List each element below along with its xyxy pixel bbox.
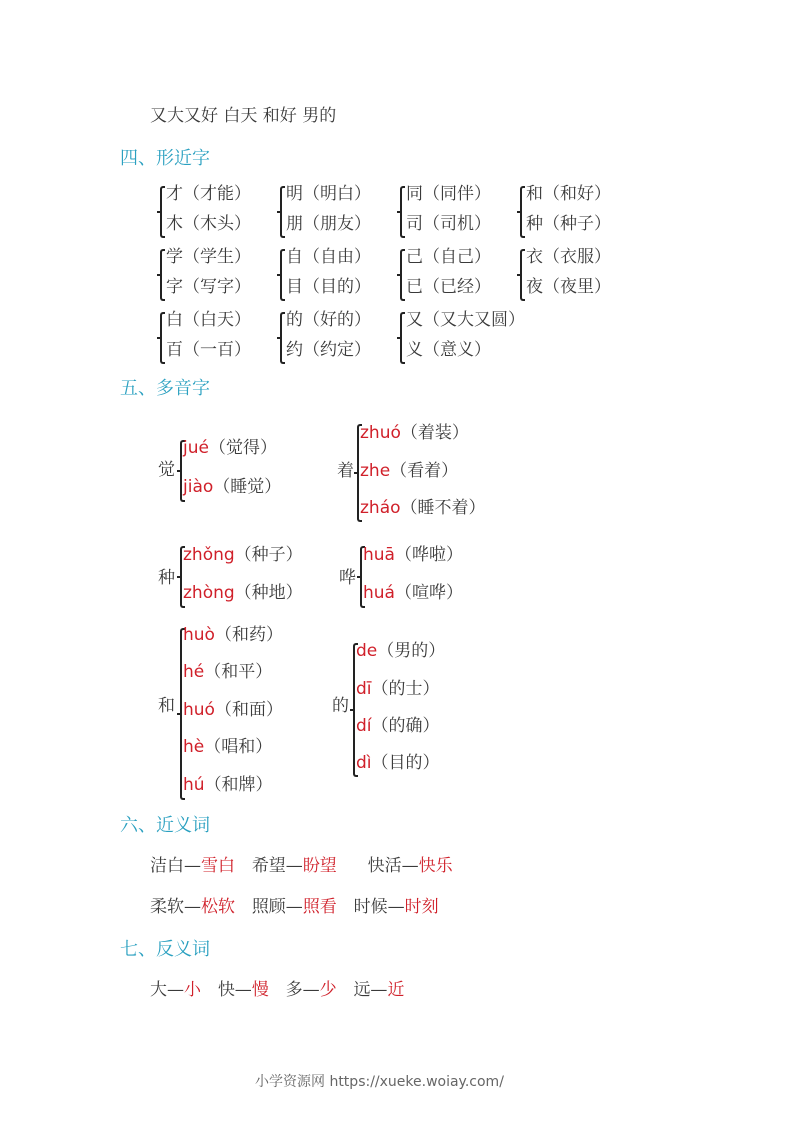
example-word: （的士） bbox=[371, 679, 440, 699]
example-word: （看着） bbox=[390, 461, 459, 481]
synonym-answer: 照看 bbox=[302, 897, 337, 917]
reading bbox=[183, 477, 281, 497]
example-word: （男的） bbox=[377, 641, 446, 661]
group-line-a: 学（学生） bbox=[166, 247, 251, 267]
synonym-answer: 雪白 bbox=[201, 856, 235, 876]
section-4-title: 四、形近字 bbox=[120, 148, 210, 169]
polyphone-char: 种 bbox=[158, 568, 175, 588]
example-word: （种地） bbox=[234, 583, 303, 603]
synonym-word: 照顾— bbox=[251, 897, 303, 917]
example-word: （觉得） bbox=[208, 438, 277, 458]
brace-icon bbox=[280, 312, 285, 364]
example-word: （睡不着） bbox=[400, 498, 486, 518]
antonym-word: 大— bbox=[150, 980, 184, 1000]
pinyin: hé bbox=[183, 662, 205, 682]
group-line-b: 司（司机） bbox=[406, 214, 491, 234]
example-word: （的确） bbox=[371, 716, 440, 736]
synonym-word: 时候— bbox=[353, 897, 405, 917]
pinyin: zhe bbox=[360, 461, 391, 481]
pinyin: huó bbox=[183, 700, 215, 720]
group-line-b: 种（种子） bbox=[526, 214, 611, 234]
polyphone-char: 觉 bbox=[158, 460, 175, 480]
pinyin: huā bbox=[363, 545, 395, 565]
group-line-b: 夜（夜里） bbox=[526, 277, 611, 297]
group-line-a: 自（自由） bbox=[286, 247, 371, 267]
pinyin: huò bbox=[183, 625, 215, 645]
group-line-a: 明（明白） bbox=[286, 184, 371, 204]
pinyin: dí bbox=[356, 716, 372, 736]
synonym-answer: 盼望 bbox=[302, 856, 337, 876]
brace-icon bbox=[160, 186, 165, 238]
reading bbox=[183, 662, 272, 682]
group-line-b: 约（约定） bbox=[286, 340, 371, 360]
antonym-answer: 近 bbox=[387, 980, 405, 1000]
reading bbox=[356, 753, 440, 773]
reading bbox=[183, 545, 303, 565]
group-line-a: 的（好的） bbox=[286, 310, 371, 330]
pinyin: huá bbox=[363, 583, 395, 603]
section-6-title: 六、近义词 bbox=[120, 815, 210, 836]
group-line-b: 百（一百） bbox=[166, 340, 251, 360]
example-word: （和药） bbox=[214, 625, 283, 645]
group-line-a: 白（白天） bbox=[166, 310, 251, 330]
reading bbox=[183, 737, 272, 757]
group-line-b: 木（木头） bbox=[166, 214, 251, 234]
pinyin: hú bbox=[183, 775, 205, 795]
pinyin: zhòng bbox=[183, 583, 235, 603]
pinyin: dì bbox=[356, 753, 372, 773]
example-word: （目的） bbox=[371, 753, 440, 773]
group-line-b: 已（已经） bbox=[406, 277, 491, 297]
pinyin: zhǒng bbox=[183, 545, 235, 565]
pinyin: zháo bbox=[360, 498, 401, 518]
antonym-word: 多— bbox=[285, 980, 320, 1000]
group-line-b: 朋（朋友） bbox=[286, 214, 371, 234]
group-line-a: 同（同伴） bbox=[406, 184, 491, 204]
reading bbox=[360, 423, 469, 443]
example-word: （着装） bbox=[400, 423, 469, 443]
brace-icon bbox=[400, 312, 405, 364]
polyphone-char: 和 bbox=[158, 696, 175, 716]
brace-icon bbox=[280, 186, 285, 238]
synonym-answer: 快乐 bbox=[418, 856, 453, 876]
section-7-title: 七、反义词 bbox=[120, 939, 210, 960]
group-line-a: 己（自己） bbox=[406, 247, 491, 267]
reading bbox=[183, 583, 303, 603]
polyphone-char: 的 bbox=[332, 696, 349, 716]
brace-icon bbox=[400, 249, 405, 301]
synonym-answer: 时刻 bbox=[404, 897, 439, 917]
example-word: （哗啦） bbox=[394, 545, 463, 565]
reading bbox=[183, 700, 283, 720]
example-word: （种子） bbox=[234, 545, 303, 565]
synonym-word: 柔软— bbox=[150, 897, 201, 917]
pinyin: dī bbox=[356, 679, 372, 699]
group-line-a: 衣（衣服） bbox=[526, 247, 611, 267]
pinyin: de bbox=[356, 641, 378, 661]
synonym-answer: 松软 bbox=[201, 897, 235, 917]
reading bbox=[356, 679, 440, 699]
polyphone-char: 着 bbox=[337, 461, 354, 481]
brace-icon bbox=[520, 249, 525, 301]
antonym-word: 快— bbox=[217, 980, 252, 1000]
reading bbox=[363, 583, 463, 603]
example-word: （喧哗） bbox=[394, 583, 463, 603]
pinyin: zhuó bbox=[360, 423, 401, 443]
antonym-row bbox=[150, 980, 404, 1000]
antonym-word: 远— bbox=[353, 980, 388, 1000]
synonym-row-2 bbox=[150, 897, 439, 917]
example-word: （唱和） bbox=[204, 737, 273, 757]
reading bbox=[360, 498, 486, 518]
example-word: （和平） bbox=[204, 662, 273, 682]
footer-watermark: 小学资源网 https://xueke.woiay.com/ bbox=[255, 1074, 504, 1090]
polyphone-char: 哗 bbox=[339, 568, 356, 588]
intro-line: 又大又好 白天 和好 男的 bbox=[150, 106, 337, 126]
brace-icon bbox=[400, 186, 405, 238]
synonym-word: 洁白— bbox=[150, 856, 201, 876]
group-line-a: 又（又大又圆） bbox=[406, 310, 525, 330]
reading bbox=[183, 438, 277, 458]
reading bbox=[356, 641, 445, 661]
reading bbox=[183, 775, 273, 795]
group-line-b: 目（目的） bbox=[286, 277, 371, 297]
synonym-row-1 bbox=[150, 856, 453, 876]
pinyin: hè bbox=[183, 737, 205, 757]
reading bbox=[183, 625, 283, 645]
example-word: （和面） bbox=[214, 700, 283, 720]
brace-icon bbox=[520, 186, 525, 238]
group-line-a: 才（才能） bbox=[166, 184, 251, 204]
group-line-b: 字（写字） bbox=[166, 277, 251, 297]
brace-icon bbox=[280, 249, 285, 301]
section-5-title: 五、多音字 bbox=[120, 378, 210, 399]
reading bbox=[360, 461, 458, 481]
example-word: （睡觉） bbox=[213, 477, 282, 497]
brace-icon bbox=[160, 312, 165, 364]
pinyin: jué bbox=[183, 438, 209, 458]
example-word: （和牌） bbox=[204, 775, 273, 795]
antonym-answer: 少 bbox=[319, 980, 337, 1000]
reading bbox=[356, 716, 440, 736]
group-line-b: 义（意义） bbox=[406, 340, 491, 360]
synonym-word: 快活— bbox=[367, 856, 419, 876]
reading bbox=[363, 545, 463, 565]
brace-icon bbox=[160, 249, 165, 301]
antonym-answer: 小 bbox=[184, 980, 201, 1000]
synonym-word: 希望— bbox=[251, 856, 303, 876]
group-line-a: 和（和好） bbox=[526, 184, 611, 204]
pinyin: jiào bbox=[183, 477, 214, 497]
antonym-answer: 慢 bbox=[251, 980, 269, 1000]
